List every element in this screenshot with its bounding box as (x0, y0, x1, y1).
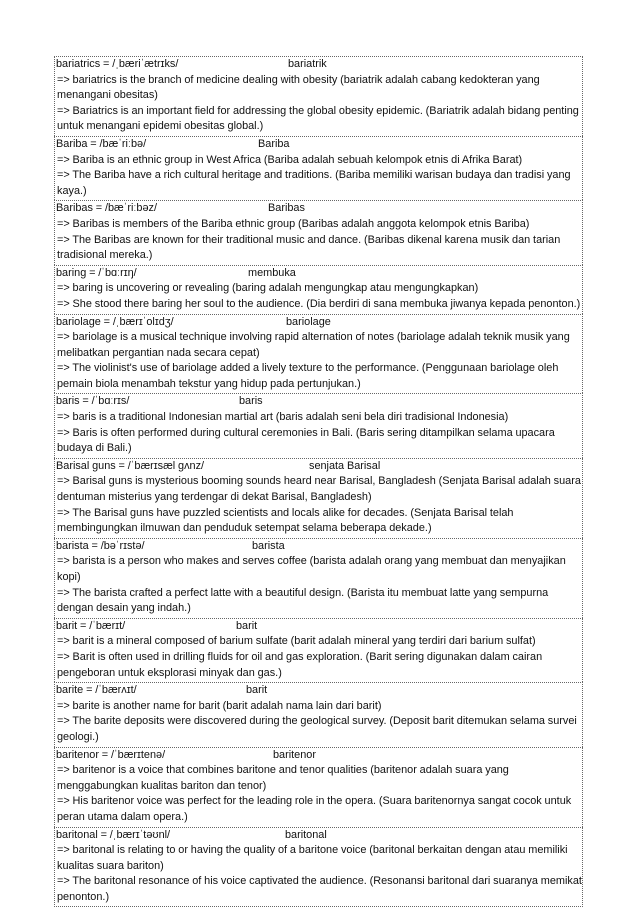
headword: barite = /ˈbærʌɪt/ (56, 683, 246, 699)
example-sentence: => The Baribas are known for their traditional music and dance. (Baribas dikenal karena musik dan tarian tradisional mereka.) (56, 233, 582, 264)
entry-bariolage (54, 314, 583, 394)
definition: => bariatrics is the branch of medicine dealing with obesity (bariatrik adalah cabang kedokteran yang menangani obesitas) (56, 73, 582, 104)
definition: => baritonal is relating to or having the quality of a baritone voice (baritonal berkaitan dengan atau memiliki kualitas suara bariton) (56, 843, 582, 874)
example-sentence: => Bariatrics is an important field for addressing the global obesity epidemic. (Bariatrik adalah bidang penting untuk menangani epidemi obesitas global.) (56, 104, 582, 135)
entry-barit (54, 618, 583, 682)
example-sentence: => Barit is often used in drilling fluids for oil and gas exploration. (Barit sering digunakan dalam cairan pengeboran untuk eksplorasi minyak dan gas.) (56, 650, 582, 681)
dictionary-page (54, 56, 583, 907)
example-sentence: => The Bariba have a rich cultural heritage and traditions. (Bariba memiliki warisan budaya dan tradisi yang kaya.) (56, 168, 582, 199)
example-sentence: => She stood there baring her soul to the audience. (Dia berdiri di sana membuka jiwanya kepada penonton.) (56, 297, 582, 313)
entry-barite (54, 682, 583, 746)
translation: barit (236, 619, 257, 635)
entry-baris (54, 393, 583, 457)
example-sentence: => The baritonal resonance of his voice captivated the audience. (Resonansi baritonal dari suaranya memikat penonton.) (56, 874, 582, 905)
translation: senjata Barisal (309, 459, 380, 475)
definition: => Baribas is members of the Bariba ethnic group (Baribas adalah anggota kelompok etnis Bariba) (56, 217, 582, 233)
example-sentence: => The Barisal guns have puzzled scientists and locals alike for decades. (Senjata Barisal telah membingungkan ilmuwan dan penduduk setempat selama beberapa dekade.) (56, 506, 582, 537)
example-sentence: => His baritenor voice was perfect for the leading role in the opera. (Suara baritenornya sangat cocok untuk peran utama dalam opera.) (56, 794, 582, 825)
example-sentence: => Baris is often performed during cultural ceremonies in Bali. (Baris sering ditampilkan selama upacara budaya di Bali.) (56, 426, 582, 457)
translation: Bariba (258, 137, 289, 153)
headword: barista = /bəˈrɪstə/ (56, 539, 252, 555)
definition: => baritenor is a voice that combines baritone and tenor qualities (baritenor adalah suara yang menggabungkan kualitas bariton dan tenor) (56, 763, 582, 794)
translation: baritonal (285, 828, 327, 844)
translation: barit (246, 683, 267, 699)
translation: bariatrik (288, 57, 327, 73)
example-sentence: => The violinist's use of bariolage added a lively texture to the performance. (Penggunaan bariolage oleh pemain biola menambah tekstur yang hidup pada pertunjukan.) (56, 361, 582, 392)
definition: => baring is uncovering or revealing (baring adalah mengungkap atau mengungkapkan) (56, 281, 582, 297)
entry-baring (54, 265, 583, 314)
definition: => barit is a mineral composed of barium sulfate (barit adalah mineral yang terdiri dari barium sulfat) (56, 634, 582, 650)
headword: bariatrics = /ˌbæriˈætrɪks/ (56, 57, 288, 73)
example-sentence: => The barista crafted a perfect latte with a beautiful design. (Barista itu membuat latte yang sempurna dengan desain yang indah.) (56, 586, 582, 617)
definition: => bariolage is a musical technique involving rapid alternation of notes (bariolage adalah teknik musik yang melibatkan pergantian nada secara cepat) (56, 330, 582, 361)
headword: bariolage = /ˌbærɪˈolɪdʒ/ (56, 315, 286, 331)
entry-baritenor (54, 747, 583, 827)
translation: Baribas (268, 201, 305, 217)
translation: baritenor (273, 748, 316, 764)
headword: baris = /ˈbɑːrɪs/ (56, 394, 239, 410)
entry-barista (54, 538, 583, 618)
headword: Barisal guns = /ˈbærɪsæl ɡʌnz/ (56, 459, 309, 475)
definition: => barista is a person who makes and serves coffee (barista adalah orang yang membuat dan menyajikan kopi) (56, 554, 582, 585)
translation: bariolage (286, 315, 331, 331)
definition: => Bariba is an ethnic group in West Africa (Bariba adalah sebuah kelompok etnis di Afrika Barat) (56, 153, 582, 169)
definition: => Barisal guns is mysterious booming sounds heard near Barisal, Bangladesh (Senjata Barisal adalah suara dentuman misterius yang terdengar di dekat Barisal, Bangladesh) (56, 474, 582, 505)
entry-baribas (54, 200, 583, 264)
translation: baris (239, 394, 263, 410)
headword: Baribas = /bæˈriːbəz/ (56, 201, 268, 217)
entry-baritonal (54, 827, 583, 907)
definition: => barite is another name for barit (barit adalah nama lain dari barit) (56, 699, 582, 715)
entry-bariba (54, 136, 583, 200)
entry-bariatrics (54, 56, 583, 136)
headword: barit = /ˈbærɪt/ (56, 619, 236, 635)
entry-barisal-guns (54, 458, 583, 538)
example-sentence: => The barite deposits were discovered during the geological survey. (Deposit barit ditemukan selama survei geologi.) (56, 714, 582, 745)
translation: barista (252, 539, 285, 555)
headword: baring = /ˈbɑːrɪŋ/ (56, 266, 248, 282)
headword: baritonal = /ˌbærɪˈtəʊnl/ (56, 828, 285, 844)
headword: Bariba = /bæˈriːbə/ (56, 137, 258, 153)
translation: membuka (248, 266, 296, 282)
definition: => baris is a traditional Indonesian martial art (baris adalah seni bela diri tradisional Indonesia) (56, 410, 582, 426)
headword: baritenor = /ˈbærɪtenə/ (56, 748, 273, 764)
